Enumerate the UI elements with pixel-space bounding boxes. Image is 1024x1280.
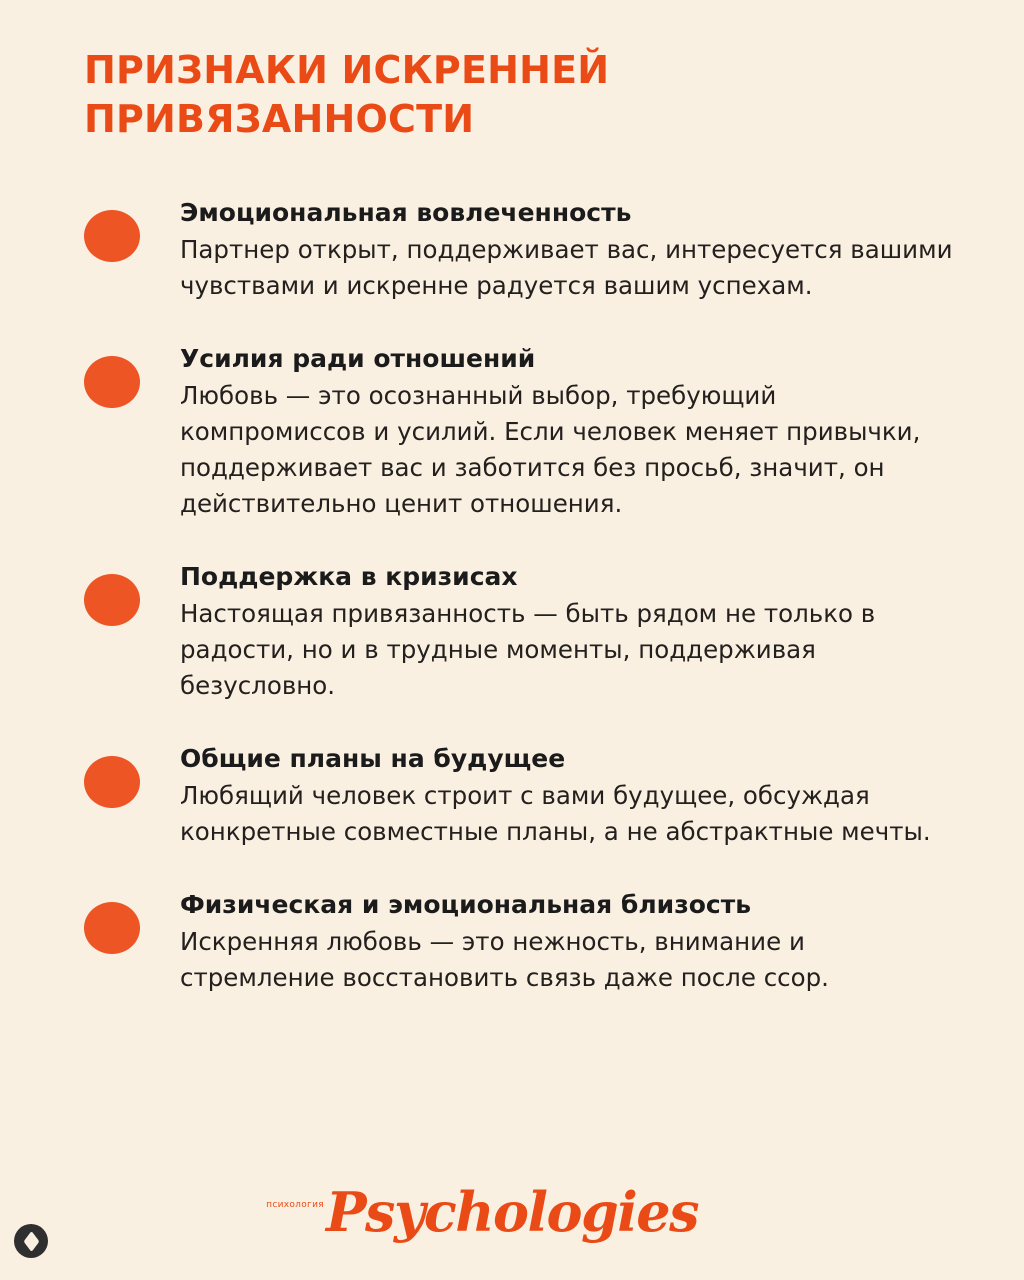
- bullet-dot-icon: [84, 902, 140, 954]
- bullet-dot-icon: [84, 756, 140, 808]
- list-item-text: Любящий человек строит с вами будущее, обсуждая конкретные совместные планы, а не абстрактные мечты.: [180, 781, 931, 846]
- signs-list: [84, 196, 964, 1034]
- list-item: [84, 560, 964, 704]
- watermark-logo-icon: [14, 1224, 48, 1258]
- list-item-title: Общие планы на будущее: [180, 744, 566, 773]
- brand-name: Psychologies: [325, 1180, 699, 1244]
- list-item: [84, 888, 964, 996]
- diamond-shape-icon: [23, 1231, 39, 1252]
- list-item: [84, 742, 964, 850]
- bullet-dot-icon: [84, 210, 140, 262]
- list-item-title: Эмоциональная вовлеченность: [180, 198, 632, 227]
- list-item-text: Партнер открыт, поддерживает вас, интересуется вашими чувствами и искренне радуется вашим успехам.: [180, 235, 953, 300]
- list-item-title: Физическая и эмоциональная близость: [180, 890, 752, 919]
- list-item-text: Настоящая привязанность — быть рядом не только в радости, но и в трудные моменты, поддерживая безусловно.: [180, 599, 876, 700]
- brand-sublabel: психология: [266, 1200, 324, 1210]
- bullet-dot-icon: [84, 356, 140, 408]
- list-item-text: Искренняя любовь — это нежность, внимание и стремление восстановить связь даже после ссор.: [180, 927, 829, 992]
- brand-logo: [266, 1180, 699, 1244]
- bullet-dot-icon: [84, 574, 140, 626]
- list-item: [84, 342, 964, 522]
- footer: [0, 1182, 1024, 1252]
- list-item-title: Усилия ради отношений: [180, 344, 536, 373]
- list-item-title: Поддержка в кризисах: [180, 562, 518, 591]
- list-item: [84, 196, 964, 304]
- page-title: ПРИЗНАКИ ИСКРЕННЕЙ ПРИВЯЗАННОСТИ: [84, 48, 610, 141]
- list-item-text: Любовь — это осознанный выбор, требующий компромиссов и усилий. Если человек меняет привычки, поддерживает вас и заботится без просьб, значит, он действительно ценит отношения.: [180, 381, 921, 518]
